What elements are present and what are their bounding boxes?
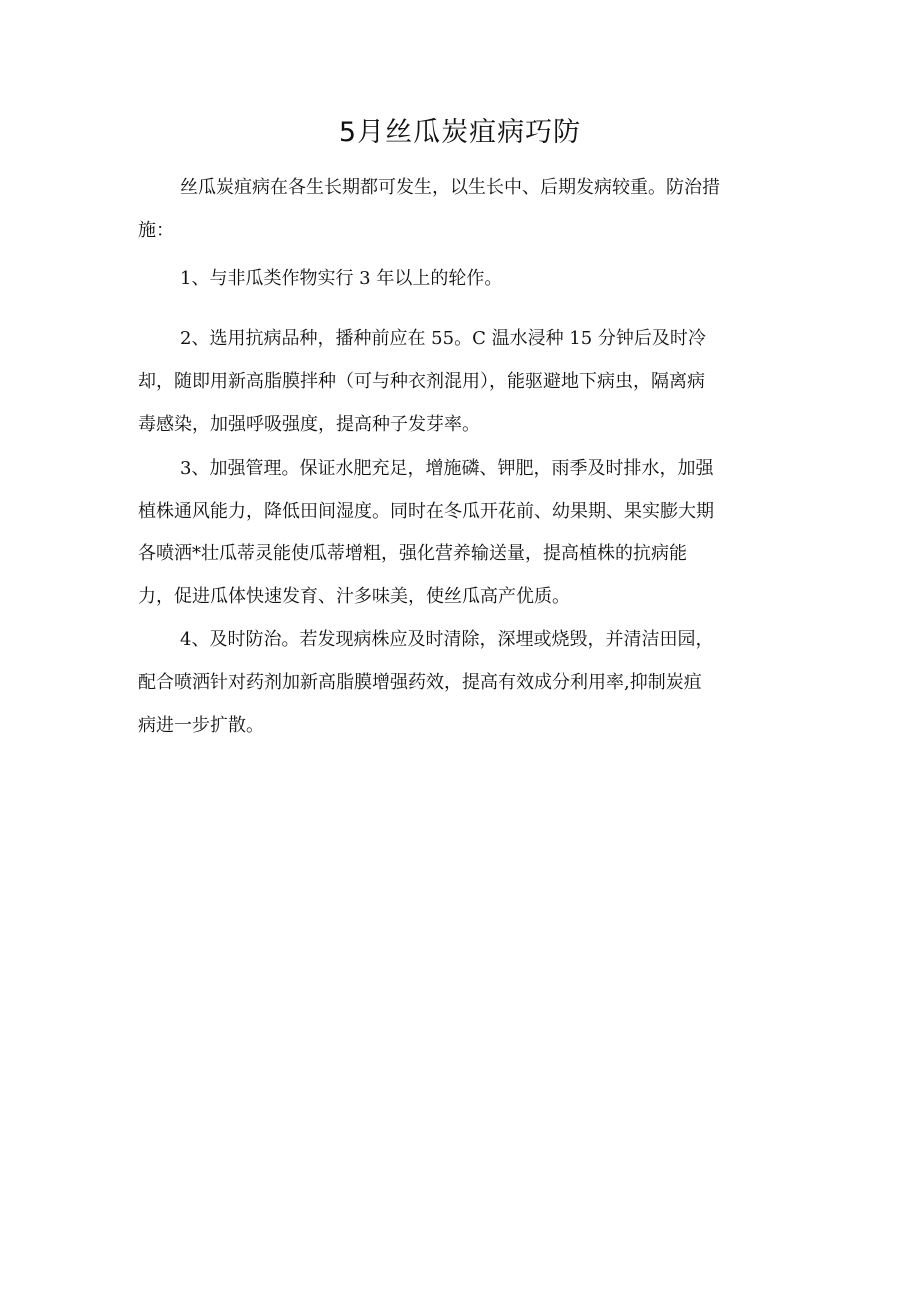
document-title: 5月丝瓜炭疽病巧防	[338, 117, 582, 148]
item-3-line-3: 各喷洒*壮瓜蒂灵能使瓜蒂增粗，强化营养输送量，提高植株的抗病能	[138, 543, 687, 564]
intro-line-2: 施：	[138, 220, 174, 241]
item-2-line-1: 2、选用抗病品种，播种前应在 55。C 温水浸种 15 分钟后及时冷	[180, 328, 706, 349]
item-2-line-2: 却，随即用新高脂膜拌种（可与种衣剂混用），能驱避地下病虫，隔离病	[138, 371, 705, 392]
item-2-line-3: 毒感染，加强呼吸强度，提高种子发芽率。	[138, 414, 480, 435]
item-4-line-1: 4、及时防治。若发现病株应及时清除，深埋或烧毁，并清洁田园，	[180, 629, 714, 650]
intro-line-1: 丝瓜炭疽病在各生长期都可发生，以生长中、后期发病较重。防治措	[180, 177, 720, 198]
item-3-line-4: 力，促进瓜体快速发育、汁多味美，使丝瓜高产优质。	[138, 586, 570, 607]
item-3-line-2: 植株通风能力，降低田间湿度。同时在冬瓜开花前、幼果期、果实膨大期	[138, 501, 714, 522]
item-1-line-1: 1、与非瓜类作物实行 3 年以上的轮作。	[180, 268, 503, 289]
item-4-line-3: 病进一步扩散。	[138, 715, 264, 736]
item-4-line-2: 配合喷洒针对药剂加新高脂膜增强药效，提高有效成分利用率,抑制炭疽	[138, 672, 702, 693]
item-3-line-1: 3、加强管理。保证水肥充足，增施磷、钾肥，雨季及时排水，加强	[180, 458, 714, 479]
